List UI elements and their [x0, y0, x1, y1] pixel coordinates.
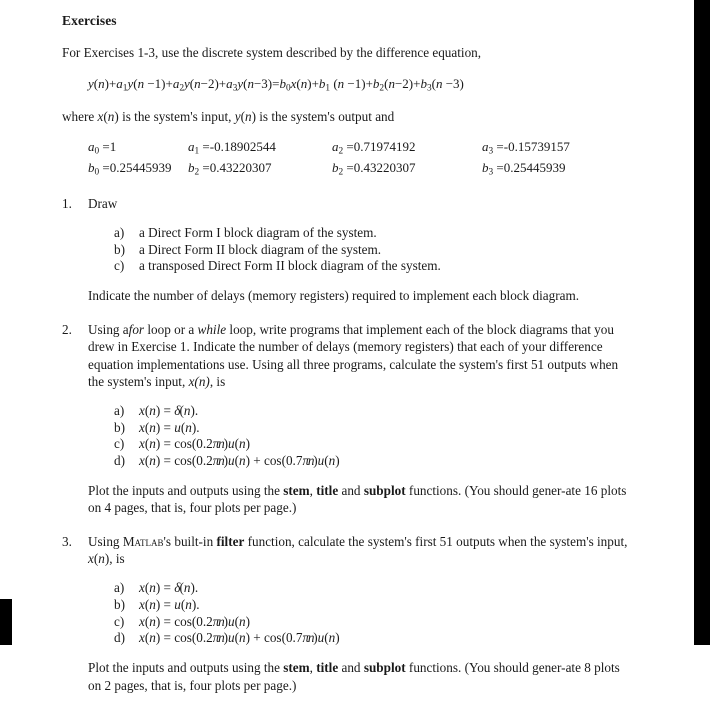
- plot-comma: ,: [309, 660, 317, 676]
- sub-text-a: a Direct Form I block diagram of the system.: [139, 224, 377, 240]
- sub-text-b: a Direct Form II block diagram of the system.: [139, 241, 382, 257]
- ex2-tail: , is: [209, 374, 226, 390]
- plot-mid: functions. (You should gener-: [405, 660, 566, 676]
- ex3-rest: function, calculate the system's first 51 outputs when the system's input,: [244, 533, 628, 549]
- filter-function: filter: [216, 533, 245, 549]
- document-content: [62, 12, 632, 706]
- where-line: where x(n) is the system's input, y(n) is the system's output and: [62, 108, 395, 124]
- sub-text-a: x(n) = δ(n).: [139, 580, 199, 596]
- ex2-lead: Using a: [88, 321, 129, 337]
- sub-label-b: b): [114, 419, 125, 435]
- exercise-2-title: [88, 321, 632, 391]
- coefficient-a1: $a_1 =-0.18902544$: [188, 139, 276, 157]
- sub-label-c: c): [114, 436, 125, 452]
- coefficient-row-b: [88, 159, 632, 179]
- ex2-mid: loop or a: [144, 321, 198, 337]
- plot-lead: Plot the inputs and outputs using the: [88, 660, 284, 676]
- sub-label-d: d): [114, 453, 125, 469]
- exercise-3: [62, 533, 632, 706]
- plot-and: and: [338, 482, 364, 498]
- list-item: [114, 453, 632, 470]
- exercise-1-title: Draw: [88, 196, 118, 212]
- exercise-2-page-count: 4: [104, 500, 112, 516]
- scan-artifact-bottom-left: [0, 599, 12, 645]
- sub-label-c: c): [114, 613, 125, 629]
- exercise-1-sublist: [88, 225, 632, 275]
- ex2-for-keyword: for: [128, 321, 145, 337]
- coefficient-table: [62, 138, 632, 179]
- exercise-2-closing: [88, 482, 632, 517]
- sub-text-d: x(n) = cos(0.2πn)u(n) + cos(0.7πn)u(n): [139, 453, 340, 469]
- sub-label-d: d): [114, 630, 125, 646]
- list-item: [114, 597, 632, 614]
- ex3-lead: Using: [88, 533, 123, 549]
- sub-label-a: a): [114, 580, 125, 596]
- plot-comma: ,: [309, 482, 317, 498]
- plot-pages-that: pages, that is, four plots per page.): [111, 500, 297, 516]
- list-item: [114, 614, 632, 631]
- ex3-tail: , is: [109, 551, 125, 567]
- list-item: [114, 420, 632, 437]
- stem-function: stem: [283, 482, 310, 498]
- plot-mid: functions. (You should gener-: [405, 482, 566, 498]
- scan-artifact-right-edge: [694, 0, 710, 645]
- plot-plots-on: plots on: [88, 660, 620, 693]
- ex3-mid: 's built-in: [163, 533, 217, 549]
- ex3-xn: x(n): [88, 551, 110, 567]
- exercise-2-plot-count: 16: [584, 482, 598, 498]
- coefficient-b1: $b_2 =0.43220307$: [188, 160, 272, 178]
- list-item: [114, 242, 632, 259]
- sub-text-b: x(n) = u(n).: [139, 596, 200, 612]
- ex2-rest: loop, write programs that implement each of the block diagrams that you drew in Exercise 1. Indicate the number of delays (memory registers) that each of your difference equation implementations use. Using all three programs, calculate the system's first 51 outputs when the system's input,: [88, 321, 619, 390]
- difference-equation: $y(n)+a_1y(n -1)+a_2y(n-2)+a_3y(n-3)=b_0x(n)+b_1$ $(n -1)+b_2(n-2)+b_3(n -3)$: [88, 75, 464, 94]
- sub-text-c: x(n) = cos(0.2πn)u(n): [139, 613, 250, 629]
- ex2-while-keyword: while: [197, 321, 227, 337]
- exercise-1-closing: Indicate the number of delays (memory registers) required to implement each block diagram.: [88, 288, 580, 304]
- exercise-2-sublist: [88, 403, 632, 470]
- coefficient-a3: $a_3 =-0.15739157$: [482, 139, 570, 157]
- coefficient-row-a: [88, 138, 632, 158]
- coefficient-a2: $a_2 =0.71974192$: [332, 139, 416, 157]
- page-title: Exercises: [62, 13, 117, 28]
- exercise-2: [62, 321, 632, 529]
- sub-label-c: c): [114, 258, 125, 274]
- list-item: [114, 258, 632, 275]
- subplot-function: subplot: [363, 482, 406, 498]
- plot-pages-that: pages, that is, four plots per page.): [111, 677, 297, 693]
- coefficient-b3: $b_3 =0.25445939$: [482, 160, 566, 178]
- plot-ate: ate: [565, 660, 585, 676]
- sub-label-a: a): [114, 224, 125, 240]
- sub-text-b: x(n) = u(n).: [139, 419, 200, 435]
- exercise-3-page-count: 2: [104, 677, 112, 693]
- list-item: [114, 225, 632, 242]
- exercise-1-number: 1.: [62, 196, 72, 212]
- list-item: [114, 403, 632, 420]
- exercise-1: [62, 195, 632, 316]
- coefficient-a0: $a_0 =1$: [88, 139, 117, 157]
- exercise-3-title: [88, 533, 632, 568]
- sub-label-b: b): [114, 241, 125, 257]
- exercise-3-sublist: [88, 580, 632, 647]
- sub-text-c: a transposed Direct Form II block diagram of the system.: [139, 258, 441, 274]
- sub-label-b: b): [114, 596, 125, 612]
- coefficient-b2: $b_2 =0.43220307$: [332, 160, 416, 178]
- plot-and: and: [338, 660, 364, 676]
- list-item: [114, 436, 632, 453]
- matlab-name: Matlab: [122, 533, 164, 549]
- exercise-3-plot-count: 8: [584, 660, 591, 676]
- sub-text-c: x(n) = cos(0.2πn)u(n): [139, 436, 250, 452]
- plot-ate: ate: [565, 482, 585, 498]
- title-function: title: [316, 482, 339, 498]
- coefficient-b0: $b_0 =0.25445939$: [88, 160, 172, 178]
- stem-function: stem: [283, 660, 310, 676]
- sub-label-a: a): [114, 402, 125, 418]
- exercise-3-closing: [88, 659, 632, 694]
- intro-paragraph: For Exercises 1-3, use the discrete system described by the difference equation,: [62, 44, 482, 60]
- exercise-3-number: 3.: [62, 533, 72, 549]
- list-item: [114, 580, 632, 597]
- title-function: title: [316, 660, 339, 676]
- plot-lead: Plot the inputs and outputs using the: [88, 482, 284, 498]
- sub-text-a: x(n) = δ(n).: [139, 402, 199, 418]
- plot-plots-on: plots on: [88, 482, 627, 516]
- ex2-xn: x(n): [188, 374, 210, 390]
- subplot-function: subplot: [363, 660, 406, 676]
- sub-text-d: x(n) = cos(0.2πn)u(n) + cos(0.7πn)u(n): [139, 630, 340, 646]
- exercise-2-number: 2.: [62, 321, 72, 337]
